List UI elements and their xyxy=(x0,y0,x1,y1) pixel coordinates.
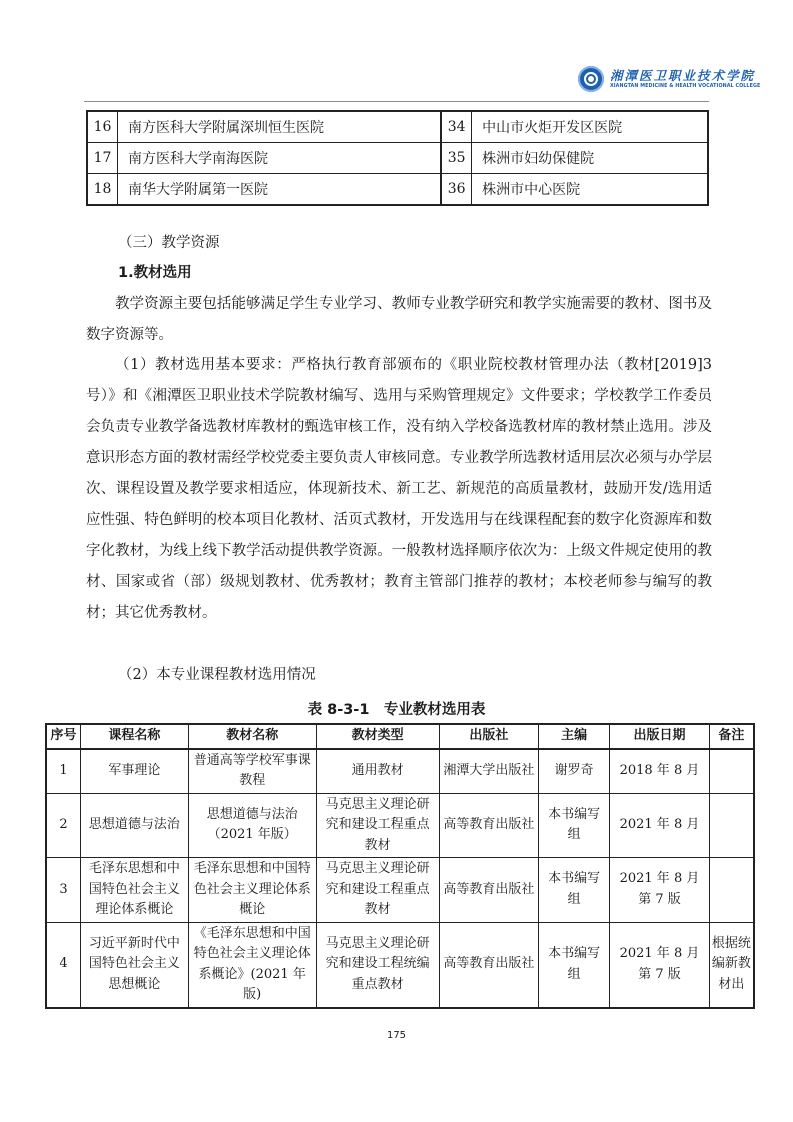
paragraph-selection-status: （2）本专业课程教材选用情况 xyxy=(118,667,316,683)
col-textbook-name-header: 教材名称 xyxy=(188,724,316,749)
col-publisher-header: 出版社 xyxy=(439,724,539,749)
subsection-heading: 1.教材选用 xyxy=(118,265,192,281)
hospital-row xyxy=(87,111,708,143)
cell-textbook-name: 毛泽东思想和中国特色社会主义理论体系概论 xyxy=(188,858,316,923)
cell-publisher: 高等教育出版社 xyxy=(439,858,539,923)
col-index-header: 序号 xyxy=(46,724,81,749)
table-header-row xyxy=(46,724,754,749)
cell-publish-date: 2018 年 8 月 xyxy=(610,749,710,794)
cell-editor: 本书编写组 xyxy=(539,793,610,858)
col-remarks-header: 备注 xyxy=(709,724,754,749)
hospital-row xyxy=(87,143,708,174)
cell-index: 1 xyxy=(46,749,81,794)
cell-publish-date: 2021 年 8 月第 7 版 xyxy=(610,858,710,923)
cell-course-name: 军事理论 xyxy=(81,749,189,794)
cell-publisher: 湘潭大学出版社 xyxy=(439,749,539,794)
cell-textbook-type: 马克思主义理论研究和建设工程重点教材 xyxy=(316,793,439,858)
cell-course-name: 习近平新时代中国特色社会主义思想概论 xyxy=(81,922,189,1008)
cell-textbook-type: 马克思主义理论研究和建设工程重点教材 xyxy=(316,858,439,923)
table-caption: 表 8-3-1 专业教材选用表 xyxy=(307,702,486,718)
hospital-name: 南方医科大学附属深圳恒生医院 xyxy=(118,111,442,143)
cell-editor: 谢罗奇 xyxy=(539,749,610,794)
table-row xyxy=(46,922,754,1008)
cell-course-name: 思想道德与法治 xyxy=(81,793,189,858)
section-heading: （三）教学资源 xyxy=(118,235,220,251)
table-row xyxy=(46,858,754,923)
cell-publisher: 高等教育出版社 xyxy=(439,922,539,1008)
table-row xyxy=(46,749,754,794)
logo-english-name: XIANGTAN MEDICINE & HEALTH VOCATIONAL COLLEGE xyxy=(610,83,761,89)
col-textbook-type-header: 教材类型 xyxy=(316,724,439,749)
hospital-name: 南方医科大学南海医院 xyxy=(118,143,442,174)
cell-textbook-type: 通用教材 xyxy=(316,749,439,794)
cell-textbook-name: 思想道德与法治（2021 年版） xyxy=(188,793,316,858)
page-header xyxy=(0,0,793,105)
cell-editor: 本书编写组 xyxy=(539,858,610,923)
college-logo xyxy=(578,66,760,92)
hospital-number: 36 xyxy=(441,174,472,206)
cell-editor: 本书编写组 xyxy=(539,922,610,1008)
header-divider xyxy=(84,101,709,102)
cell-remarks xyxy=(709,858,754,923)
cell-textbook-name: 普通高等学校军事课教程 xyxy=(188,749,316,794)
cell-textbook-type: 马克思主义理论研究和建设工程统编重点教材 xyxy=(316,922,439,1008)
page-number: 175 xyxy=(386,1030,407,1041)
cell-publish-date: 2021 年 8 月 xyxy=(610,793,710,858)
logo-chinese-name: 湘潭医卫职业技术学院 xyxy=(610,67,756,83)
cell-remarks xyxy=(709,749,754,794)
cell-index: 2 xyxy=(46,793,81,858)
cell-remarks: 根据统编新教材出 xyxy=(709,922,754,1008)
cell-remarks xyxy=(709,793,754,858)
cell-publisher: 高等教育出版社 xyxy=(439,793,539,858)
college-emblem-icon xyxy=(578,66,604,92)
hospital-number: 35 xyxy=(441,143,472,174)
hospital-name: 中山市火炬开发区医院 xyxy=(472,111,708,143)
hospital-number: 34 xyxy=(441,111,472,143)
hospital-name: 株洲市妇幼保健院 xyxy=(472,143,708,174)
table-row xyxy=(46,793,754,858)
hospital-row xyxy=(87,174,708,206)
cell-textbook-name: 《毛泽东思想和中国特色社会主义理论体系概论》(2021 年版) xyxy=(188,922,316,1008)
hospital-number: 17 xyxy=(87,143,118,174)
cell-index: 3 xyxy=(46,858,81,923)
hospital-table xyxy=(86,110,709,206)
hospital-number: 16 xyxy=(87,111,118,143)
col-editor-header: 主编 xyxy=(539,724,610,749)
cell-course-name: 毛泽东思想和中国特色社会主义理论体系概论 xyxy=(81,858,189,923)
hospital-name: 株洲市中心医院 xyxy=(472,174,708,206)
col-publish-date-header: 出版日期 xyxy=(610,724,710,749)
paragraph-intro: 教学资源主要包括能够满足学生专业学习、教师专业教学研究和教学实施需要的教材、图书及数字资源等。 xyxy=(86,296,712,343)
hospital-number: 18 xyxy=(87,174,118,206)
hospital-name: 南华大学附属第一医院 xyxy=(118,174,442,206)
paragraph-requirements: （1）教材选用基本要求：严格执行教育部颁布的《职业院校教材管理办法（教材[2019]3 号）》和《湘潭医卫职业技术学院教材编写、选用与采购管理规定》文件要求；学校教学工作委员会负责专业教学备选教材库教材的甄选审核工作，没有纳入学校备选教材库的教材禁止选用。涉及意识形态方面的教材需经学校党委主要负责人审核同意。专业教学所选教材适用层次必须与办学层次、课程设置及教学要求相适应，体现新技术、新工艺、新规范的高质量教材，鼓励开发/选用适应性强、特色鲜明的校本项目化教材、活页式教材，开发选用与在线课程配套的数字化资源库和数字化教材，为线上线下教学活动提供教学资源。一般教材选择顺序依次为：上级文件规定使用的教材、国家或省（部）级规划教材、优秀教材；教育主管部门推荐的教材；本校老师参与编写的教材；其它优秀教材。 xyxy=(86,357,712,621)
logo-text xyxy=(610,69,760,90)
col-course-name-header: 课程名称 xyxy=(81,724,189,749)
materials-table xyxy=(45,723,755,1009)
cell-index: 4 xyxy=(46,922,81,1008)
cell-publish-date: 2021 年 8 月第 7 版 xyxy=(610,922,710,1008)
